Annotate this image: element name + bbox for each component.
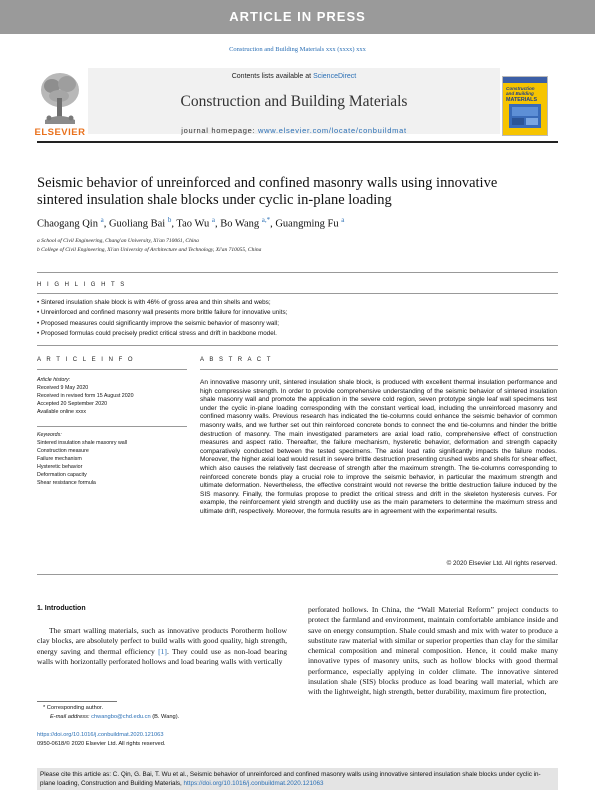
article-in-press-label: ARTICLE IN PRESS: [229, 9, 366, 24]
svg-text:Construction: Construction: [506, 86, 535, 91]
author-affiliation-mark[interactable]: a,*: [261, 216, 271, 224]
contents-available-line: [88, 73, 500, 80]
abstract-heading: A B S T R A C T: [200, 357, 273, 363]
email-suffix: (B. Wang).: [150, 714, 180, 720]
history-entry: Available online xxxx: [37, 409, 87, 415]
author-affiliation-mark[interactable]: b: [167, 216, 172, 224]
abstract-copyright: © 2020 Elsevier Ltd. All rights reserved.: [446, 560, 557, 567]
author-name: Guoliang Bai: [108, 218, 166, 230]
abstract-divider: [200, 369, 558, 370]
author-email-link[interactable]: chwangbo@chd.edu.cn: [91, 714, 151, 720]
article-info-heading: A R T I C L E I N F O: [37, 357, 135, 363]
author-name: Chaogang Qin: [37, 218, 98, 230]
history-entry: Received 9 May 2020: [37, 385, 89, 391]
intro-text: . They could use as non-load bearing walls with horizontally perforated hollows and load bearing walls with vertically: [37, 646, 287, 666]
section-divider: [37, 272, 558, 273]
abstract-text: An innovative masonry unit, sintered insulation shale block, is produced with excellent thermal insulation performance and high compressive strength. In order to provide comprehensive understanding of the seismic behavior of sintered insulation shale masonry wall and promote the application in the severe cold region, seven prototype single leaf wall specimens test under the cyclic in-plane loading corresponding with the constant vertical load, including the unreinforced masonry and confined masonry walls. Previous research has indicated the tie-columns could enhance the seismic behavior of common masonry walls, and we further set out thin reinforced concrete bonds to connect the end tie-columns and hinder the brittle destruction of masonry. The main investigated parameters are axial load ratio, comprehensive effect of construction measures and aspect ratio. Thereafter, the failure mechanism, hysteretic behavior, deformation and strength capacity comparatively conducted between the tested specimens. The axial load ratio significantly impacts the failure modes. Moreover, the higher axial load would result in severe brittle destruction presenting crushed webs and shells for shear effect, which also causes the relatively fast decrease of strength after the maximum strength. The tie-columns corresponding to reinforced concrete bonds play a crucial role to improve the seismic behavior, in particular the maximum strength and ultimate deformation. Nevertheless, the effective constraint would not reverse the brittle destruction failure induced by the SIS masonry. Finally, the formulas propose to predict the critical stress and drift in the skeleton hysteresis curves. For example, the reinforcement yield strength and ductility use as the main parameters to determine the maximum stress and ultimate drift, respectively. Moreover, the formula results are in agreement with the experimental results.: [200, 379, 557, 515]
contents-prefix: Contents lists available at: [231, 73, 314, 80]
journal-cover-thumbnail[interactable]: [502, 76, 548, 136]
author-name: Bo Wang: [220, 218, 260, 230]
article-info-divider: [37, 426, 187, 427]
highlight-item: • Proposed measures could significantly improve the seismic behavior of masonry wall;: [37, 320, 279, 327]
keywords-label: Keywords:: [37, 432, 62, 438]
sciencedirect-link[interactable]: ScienceDirect: [313, 73, 357, 80]
journal-reference[interactable]: Construction and Building Materials xxx (xxxx) xxx: [229, 46, 366, 53]
email-footnote: [50, 714, 300, 720]
email-label: E-mail address:: [50, 714, 92, 720]
intro-left-column: [37, 626, 287, 667]
citation-prefix: Please cite this article as: C. Qin, G. Bai, T. Wu et al., Seismic behavior of unreinforced and confined masonry walls using innovative sintered insulation shale blocks under cyclic in-plane loading, Construction and Building Materials,: [40, 771, 541, 787]
svg-text:and Building: and Building: [506, 91, 534, 96]
header-divider: [37, 141, 558, 143]
issn-line: 0950-0618/© 2020 Elsevier Ltd. All rights reserved.: [37, 741, 166, 747]
elsevier-wordmark: ELSEVIER: [34, 127, 86, 138]
author-affiliation-mark[interactable]: a: [211, 216, 215, 224]
keyword: Hysteretic behavior: [37, 464, 83, 470]
section-divider: [37, 345, 558, 346]
footnote-divider: [37, 701, 117, 702]
homepage-prefix: journal homepage:: [181, 126, 259, 135]
elsevier-tree-logo-icon: [37, 68, 83, 134]
author-affiliation-mark[interactable]: a: [341, 216, 345, 224]
article-info-divider: [37, 369, 187, 370]
keyword: Deformation capacity: [37, 472, 87, 478]
citation-text: [40, 770, 555, 788]
author-name: Guangming Fu: [275, 218, 339, 230]
homepage-link[interactable]: www.elsevier.com/locate/conbuildmat: [258, 126, 407, 135]
journal-title: Construction and Building Materials: [180, 93, 408, 110]
highlight-item: • Unreinforced and confined masonry wall presents more brittle failure for innovative units;: [37, 309, 288, 316]
svg-text:MATERIALS: MATERIALS: [506, 97, 538, 103]
citation-doi-link[interactable]: https://doi.org/10.1016/j.conbuildmat.2020.121063: [183, 780, 324, 787]
author-affiliation-mark[interactable]: a: [100, 216, 104, 224]
article-title: Seismic behavior of unreinforced and confined masonry walls using innovative sintered insulation shale blocks under cyclic in-plane loading: [37, 175, 498, 208]
keyword: Failure mechanism: [37, 456, 82, 462]
author-name: Tao Wu: [176, 218, 210, 230]
highlight-item: • Proposed formulas could precisely predict critical stress and drift in backbone model.: [37, 330, 277, 337]
intro-text: The smart walling materials, such as innovative products Porotherm hollow clay blocks, are absolutely perfect to build walls with good quality, high strength, energy saving and thermal efficiency: [37, 626, 287, 656]
highlight-item: • Sintered insulation shale block is with 46% of gross area and thin shells and webs;: [37, 299, 271, 306]
section-divider: [37, 293, 558, 294]
history-entry: Received in revised form 15 August 2020: [37, 393, 134, 399]
doi-line: [37, 732, 287, 738]
history-entry: Accepted 20 September 2020: [37, 401, 108, 407]
corresponding-author-note: * Corresponding author.: [43, 705, 104, 711]
doi-link[interactable]: https://doi.org/10.1016/j.conbuildmat.2020.121063: [37, 732, 164, 738]
introduction-heading: 1. Introduction: [37, 605, 86, 612]
article-history-label: Article history:: [37, 377, 71, 383]
citation-link[interactable]: [1]: [158, 646, 167, 656]
section-divider: [37, 574, 558, 575]
affiliation-a: a School of Civil Engineering, Chang'an University, Xi'an 710061, China: [37, 238, 199, 244]
affiliation-b: b College of Civil Engineering, Xi'an University of Architecture and Technology, Xi'an 710055, China: [37, 247, 262, 253]
journal-homepage-line: [88, 126, 500, 135]
keyword: Shear resistance formula: [37, 480, 96, 486]
keyword: Sintered insulation shale masonry wall: [37, 440, 128, 446]
highlights-heading: H I G H L I G H T S: [37, 282, 127, 288]
author-list: Chaogang Qin $^a$, Guoliang Bai $^b$, Tao Wu $^a$, Bo Wang $^{a,*}$, Guangming Fu $^a$: [37, 216, 345, 230]
intro-right-column: perforated hollows. In China, the “Wall Material Reform” project conducts to protect the farmland and environment, maintain comfortable ambiance inside and save on energy consumption. Shale could smash and mix with water to produce a substitute raw material with similar or superior properties than clay for the similar chemical composition and mineral composition. Hence, it could make many innovative types of masonry units, such as hollow blocks with good thermal performance, especially applying in colder climate. The innovative sintered insulation shale (SIS) blocks produce as load bearing wall material, which are with the lightweight, high strength, better durability, maximum fire protection,: [308, 605, 558, 697]
keyword: Construction measure: [37, 448, 89, 454]
